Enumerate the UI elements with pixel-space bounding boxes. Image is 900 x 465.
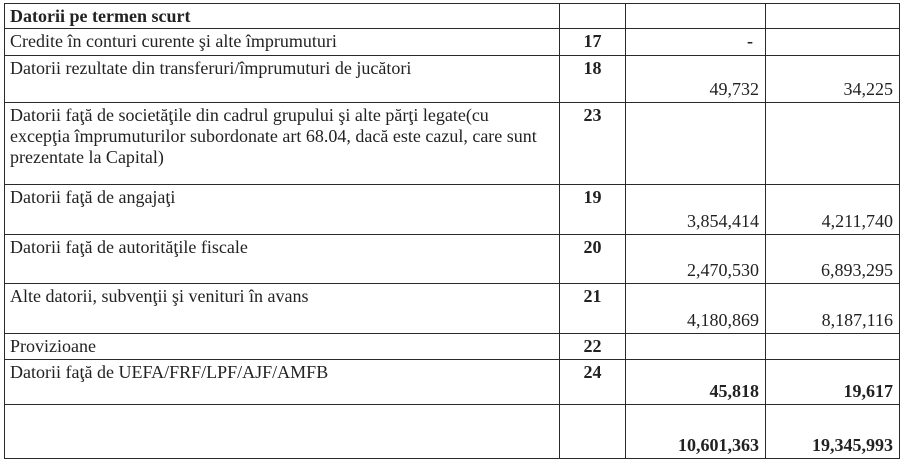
table-row [5,360,900,405]
total-previous-value: 19,345,993 [766,405,900,459]
row-label: Alte datorii, subvenţii şi venituri în avans [5,284,560,334]
row-note: 21 [560,284,626,334]
header-note-cell [560,4,626,29]
row-note: 20 [560,235,626,284]
table-row [5,284,900,334]
row-previous-value [766,334,900,360]
row-label: Datorii faţă de UEFA/FRF/LPF/AJF/AMFB [5,360,560,405]
row-label: Datorii rezultate din transferuri/împrumuturi de jucători [5,56,560,103]
table-row [5,29,900,56]
row-note: 24 [560,360,626,405]
row-label: Datorii faţă de autorităţile fiscale [5,235,560,284]
row-current-value: 45,818 [626,360,766,405]
section-title: Datorii pe termen scurt [5,4,560,29]
row-note: 23 [560,103,626,185]
table-row [5,56,900,103]
row-previous-value: 4,211,740 [766,185,900,235]
row-previous-value: 19,617 [766,360,900,405]
row-label: Credite în conturi curente şi alte împrumuturi [5,29,560,56]
row-previous-value [766,29,900,56]
total-note [560,405,626,459]
row-label: Datorii faţă de societăţile din cadrul grupului şi alte părţi legate(cu excepţia împrumuturilor subordonate art 68.04, dacă este cazul, care sunt prezentate la Capital) [5,103,560,185]
row-previous-value: 8,187,116 [766,284,900,334]
row-current-value: 2,470,530 [626,235,766,284]
row-note: 19 [560,185,626,235]
table-row [5,103,900,185]
row-current-value: - [626,29,766,56]
row-label: Datorii faţă de angajaţi [5,185,560,235]
total-row [5,405,900,459]
short-term-liabilities-table [4,3,900,459]
row-note: 18 [560,56,626,103]
row-current-value: 4,180,869 [626,284,766,334]
row-current-value: 49,732 [626,56,766,103]
row-label: Provizioane [5,334,560,360]
table-row [5,235,900,284]
row-previous-value [766,103,900,185]
row-note: 17 [560,29,626,56]
row-previous-value: 6,893,295 [766,235,900,284]
total-label [5,405,560,459]
row-current-value [626,334,766,360]
row-previous-value: 34,225 [766,56,900,103]
row-current-value: 3,854,414 [626,185,766,235]
table-header-row [5,4,900,29]
total-current-value: 10,601,363 [626,405,766,459]
row-current-value [626,103,766,185]
table-row [5,185,900,235]
table-row [5,334,900,360]
row-note: 22 [560,334,626,360]
header-previous-cell [766,4,900,29]
header-current-cell [626,4,766,29]
